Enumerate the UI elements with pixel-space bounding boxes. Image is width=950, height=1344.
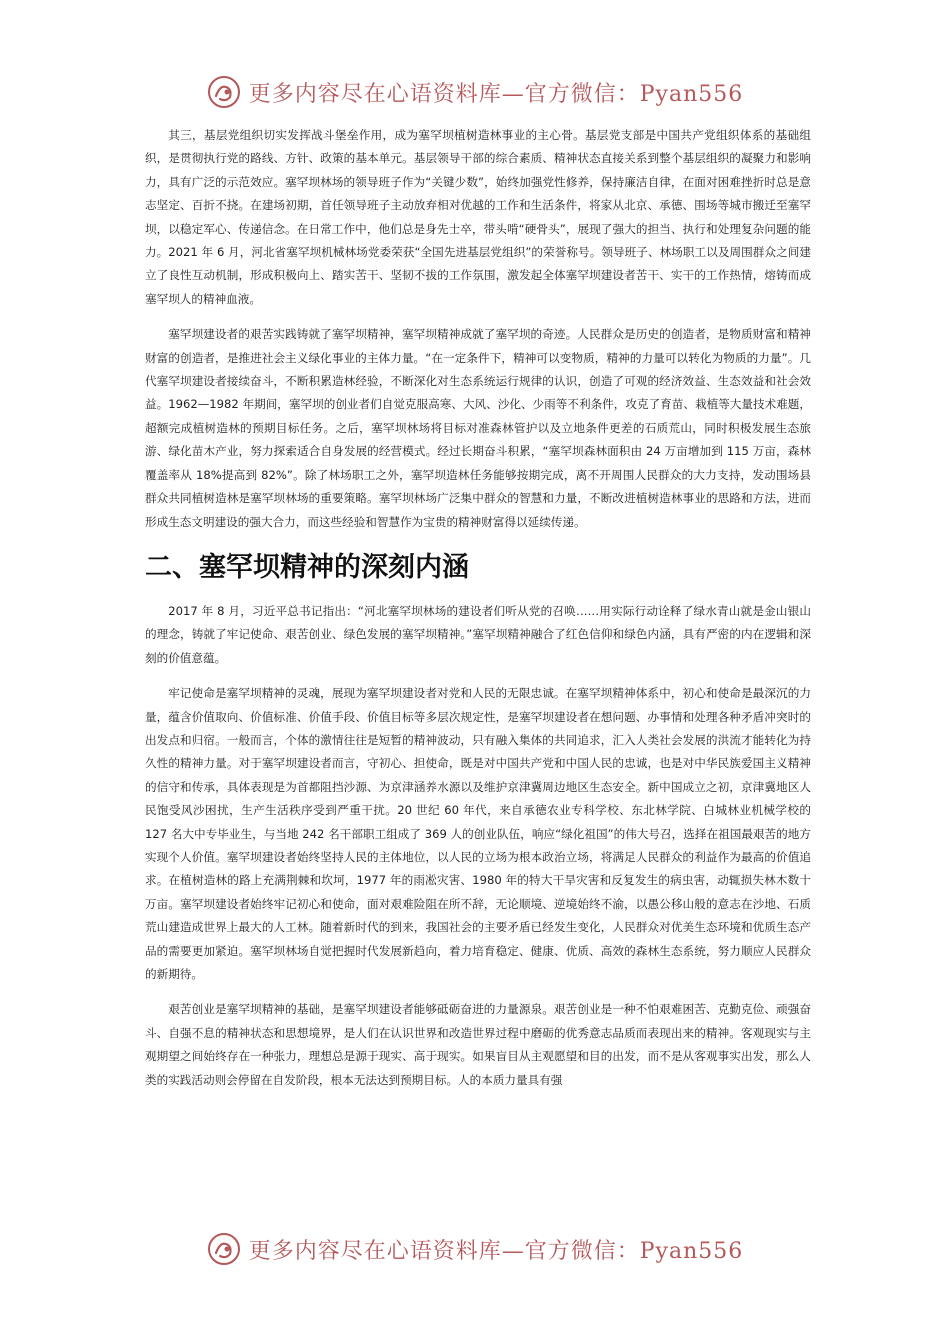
watermark-banner-top [0, 70, 950, 114]
watermark-text: 更多内容尽在心语资料库—官方微信：Pyan556 [248, 81, 744, 107]
paragraph-builders-practice: 塞罕坝建设者的艰苦实践铸就了塞罕坝精神，塞罕坝精神成就了塞罕坝的奇迹。人民群众是历史的创造者，是物质财富和精神财富的创造者，是推进社会主义绿化事业的主体力量。“在一定条件下，精神可以变物质，精神的力量可以转化为物质的力量”。几代塞罕坝建设者接续奋斗，不断积累造林经验，不断深化对生态系统运行规律的认识，创造了可观的经济效益、生态效益和社会效益。1962—1982 年期间，塞罕坝的创业者们自觉克服高寒、大风、沙化、少雨等不利条件，攻克了育苗、栽植等大量技术难题，超额完成植树造林的预期目标任务。之后，塞罕坝林场将目标对准森林管护以及立地条件更差的石质荒山，同时积极发展生态旅游、绿化苗木产业，努力探索适合自身发展的经营模式。经过长期奋斗积累，“塞罕坝森林面积由 24 万亩增加到 115 万亩，森林覆盖率从 18%提高到 82%”。除了林场职工之外，塞罕坝造林任务能够按期完成，离不开周围人民群众的大力支持，发动围场县群众共同植树造林是塞罕坝林场的重要策略。塞罕坝林场广泛集中群众的智慧和力量，不断改进植树造林事业的思路和方法，进而形成生态文明建设的强大合力，而这些经验和智慧作为宝贵的精神财富得以延续传递。 [145, 327, 811, 529]
section-heading: 二、塞罕坝精神的深刻内涵 [145, 551, 469, 583]
watermark-text: 更多内容尽在心语资料库—官方微信：Pyan556 [248, 1238, 744, 1264]
paragraph-basic-party-organization: 其三，基层党组织切实发挥战斗堡垒作用，成为塞罕坝植树造林事业的主心骨。基层党支部是中国共产党组织体系的基础组织，是贯彻执行党的路线、方针、政策的基本单元。基层领导干部的综合素质、精神状态直接关系到整个基层组织的凝聚力和影响力，具有广泛的示范效应。塞罕坝林场的领导班子作为“关键少数”，始终加强党性修养，保持廉洁自律，在面对困难挫折时总是意志坚定、百折不挠。在建场初期，首任领导班子主动放弃相对优越的工作和生活条件，将家从北京、承德、围场等城市搬迁至塞罕坝，以稳定军心、传递信念。在日常工作中，他们总是身先士卒，带头啃“硬骨头”，展现了强大的担当、执行和处理复杂问题的能力。2021 年 6 月，河北省塞罕坝机械林场党委荣获“全国先进基层党组织”的荣誉称号。领导班子、林场职工以及周围群众之间建立了良性互动机制，形成积极向上、踏实苦干、坚韧不拔的工作氛围，激发起全体塞罕坝建设者苦干、实干的工作热情，熔铸而成塞罕坝人的精神血液。 [145, 128, 811, 306]
stamp-logo-icon [207, 75, 241, 109]
paragraph-2017-speech: 2017 年 8 月，习近平总书记指出：“河北塞罕坝林场的建设者们听从党的召唤……用实际行动诠释了绿水青山就是金山银山的理念，铸就了牢记使命、艰苦创业、绿色发展的塞罕坝精神。”塞罕坝精神融合了红色信仰和绿色内涵，具有严密的内在逻辑和深刻的价值意蕴。 [145, 603, 811, 665]
document-body [145, 124, 811, 1104]
stamp-logo-icon [207, 1232, 241, 1266]
paragraph-hard-work: 艰苦创业是塞罕坝精神的基础，是塞罕坝建设者能够砥砺奋进的力量源泉。艰苦创业是一种不怕艰难困苦、克勤克俭、顽强奋斗、自强不息的精神状态和思想境界，是人们在认识世界和改造世界过程中磨砺的优秀意志品质而表现出来的精神。客观现实与主观期望之间始终存在一种张力，理想总是源于现实、高于现实。如果盲目从主观愿望和目的出发，而不是从客观事实出发，那么人类的实践活动则会停留在自发阶段，根本无法达到预期目标。人的本质力量具有强 [145, 1002, 811, 1087]
paragraph-mission: 牢记使命是塞罕坝精神的灵魂，展现为塞罕坝建设者对党和人民的无限忠诚。在塞罕坝精神体系中，初心和使命是最深沉的力量，蕴含价值取向、价值标准、价值手段、价值目标等多层次规定性，是塞罕坝建设者在想问题、办事情和处理各种矛盾冲突时的出发点和归宿。一般而言，个体的激情往往是短暂的精神波动，只有融入集体的共同追求，汇入人类社会发展的洪流才能转化为持久性的精神力量。对于塞罕坝建设者而言，守初心、担使命，既是对中国共产党和中国人民的忠诚，也是对中华民族爱国主义精神的信守和传承，具体表现是为首都阻挡沙源、为京津涵养水源以及维护京津冀周边地区生态安全。新中国成立之初，京津冀地区人民饱受风沙困扰，生产生活秩序受到严重干扰。20 世纪 60 年代，来自承德农业专科学校、东北林学院、白城林业机械学校的 127 名大中专毕业生，与当地 242 名干部职工组成了 369 人的创业队伍，响应“绿化祖国”的伟大号召，选择在祖国最艰苦的地方实现个人价值。塞罕坝建设者始终坚持人民的主体地位，以人民的立场为根本政治立场，将满足人民群众的利益作为最高的价值追求。在植树造林的路上充满荆棘和坎坷，1977 年的雨凇灾害、1980 年的特大干旱灾害和反复发生的病虫害，动辄损失林木数十万亩。塞罕坝建设者始终牢记初心和使命，面对艰难险阻在所不辞，无论顺境、逆境始终不渝，以愚公移山般的意志在沙地、石质荒山建造成世界上最大的人工林。随着新时代的到来，我国社会的主要矛盾已经发生变化，人民群众对优美生态环境和优质生态产品的需要更加紧迫。塞罕坝林场自觉把握时代发展新趋向，着力培育稳定、健康、优质、高效的森林生态系统，努力顺应人民群众的新期待。 [145, 686, 811, 981]
watermark-banner-bottom [0, 1227, 950, 1271]
